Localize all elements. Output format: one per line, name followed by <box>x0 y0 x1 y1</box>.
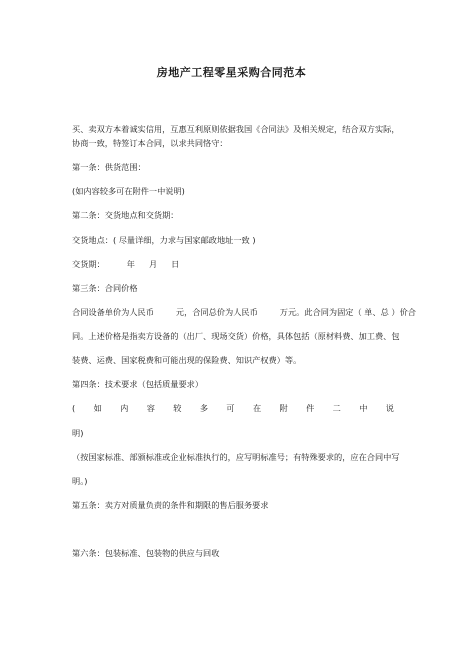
spread-char: 二 <box>332 403 341 413</box>
spread-char: 可 <box>226 403 235 413</box>
document-title: 房地产工程零星采购合同范本 <box>156 66 307 79</box>
intro-line-2: 协商一致，特签订本合同，以求共同恪守： <box>72 138 228 148</box>
spread-char: 内 <box>120 403 129 413</box>
spread-char: ( <box>72 403 76 413</box>
spread-char: 较 <box>173 403 182 413</box>
spread-char: 说 <box>385 403 394 413</box>
spread-char: 中 <box>359 403 368 413</box>
article-1-title: 第一条：供货范围： <box>72 162 146 172</box>
delivery-year: 年 <box>126 259 135 269</box>
article-3-line-2: 同。上述价格是指卖方设备的（出厂、现场交货）价格，具体包括（原材料费、加工费、包 <box>72 331 400 341</box>
article-5-title: 第五条：卖方对质量负责的条件和期限的售后服务要求 <box>72 500 269 510</box>
article-3-line-1 <box>72 307 416 318</box>
spread-char: 如 <box>93 403 102 413</box>
unit-price-text: 合同设备单价为人民币 <box>72 307 154 317</box>
intro-line-1: 买、卖双方本着诚实信用，互惠互利原则依据我国《合同法》及相关规定，结合双方实际， <box>72 124 400 134</box>
delivery-day: 日 <box>171 259 180 269</box>
delivery-month: 月 <box>148 259 158 269</box>
spread-char: 附 <box>279 403 288 413</box>
article-4-note-2: 明。) <box>72 476 88 486</box>
article-2-title: 第二条：交货地点和交货期： <box>72 210 179 220</box>
spread-char: 容 <box>146 403 155 413</box>
price-type-text: 万元。此合同为固定（ 单、总 ）价合 <box>279 307 416 317</box>
article-4-note-1: （按国家标准、部颁标准或企业标准执行的，应写明标准号；有特殊要求的，应在合同中写 <box>72 452 400 462</box>
article-3-title: 第三条：合同价格 <box>72 283 138 293</box>
article-2-date <box>72 259 394 270</box>
article-4-spread-line <box>72 403 394 414</box>
spread-char: 件 <box>306 403 315 413</box>
total-price-text: 元，合同总价为人民币 <box>175 307 258 317</box>
article-2-place: 交货地点：( 尽量详细，力求与国家邮政地址一致 ) <box>72 235 256 245</box>
article-4-title: 第四条：技术要求（包括质量要求） <box>72 379 204 389</box>
article-3-line-3: 装费、运费、国家税费和可能出现的保险费、知识产权费）等。 <box>72 355 302 365</box>
article-6-title: 第六条：包装标准、包装物的供应与回收 <box>72 548 220 558</box>
article-4-spread-end: 明) <box>72 428 84 438</box>
delivery-date-label: 交货期： <box>72 259 105 269</box>
article-1-note: (如内容较多可在附件一中说明) <box>72 186 185 196</box>
spread-char: 多 <box>199 403 209 413</box>
spread-char: 在 <box>252 403 262 413</box>
